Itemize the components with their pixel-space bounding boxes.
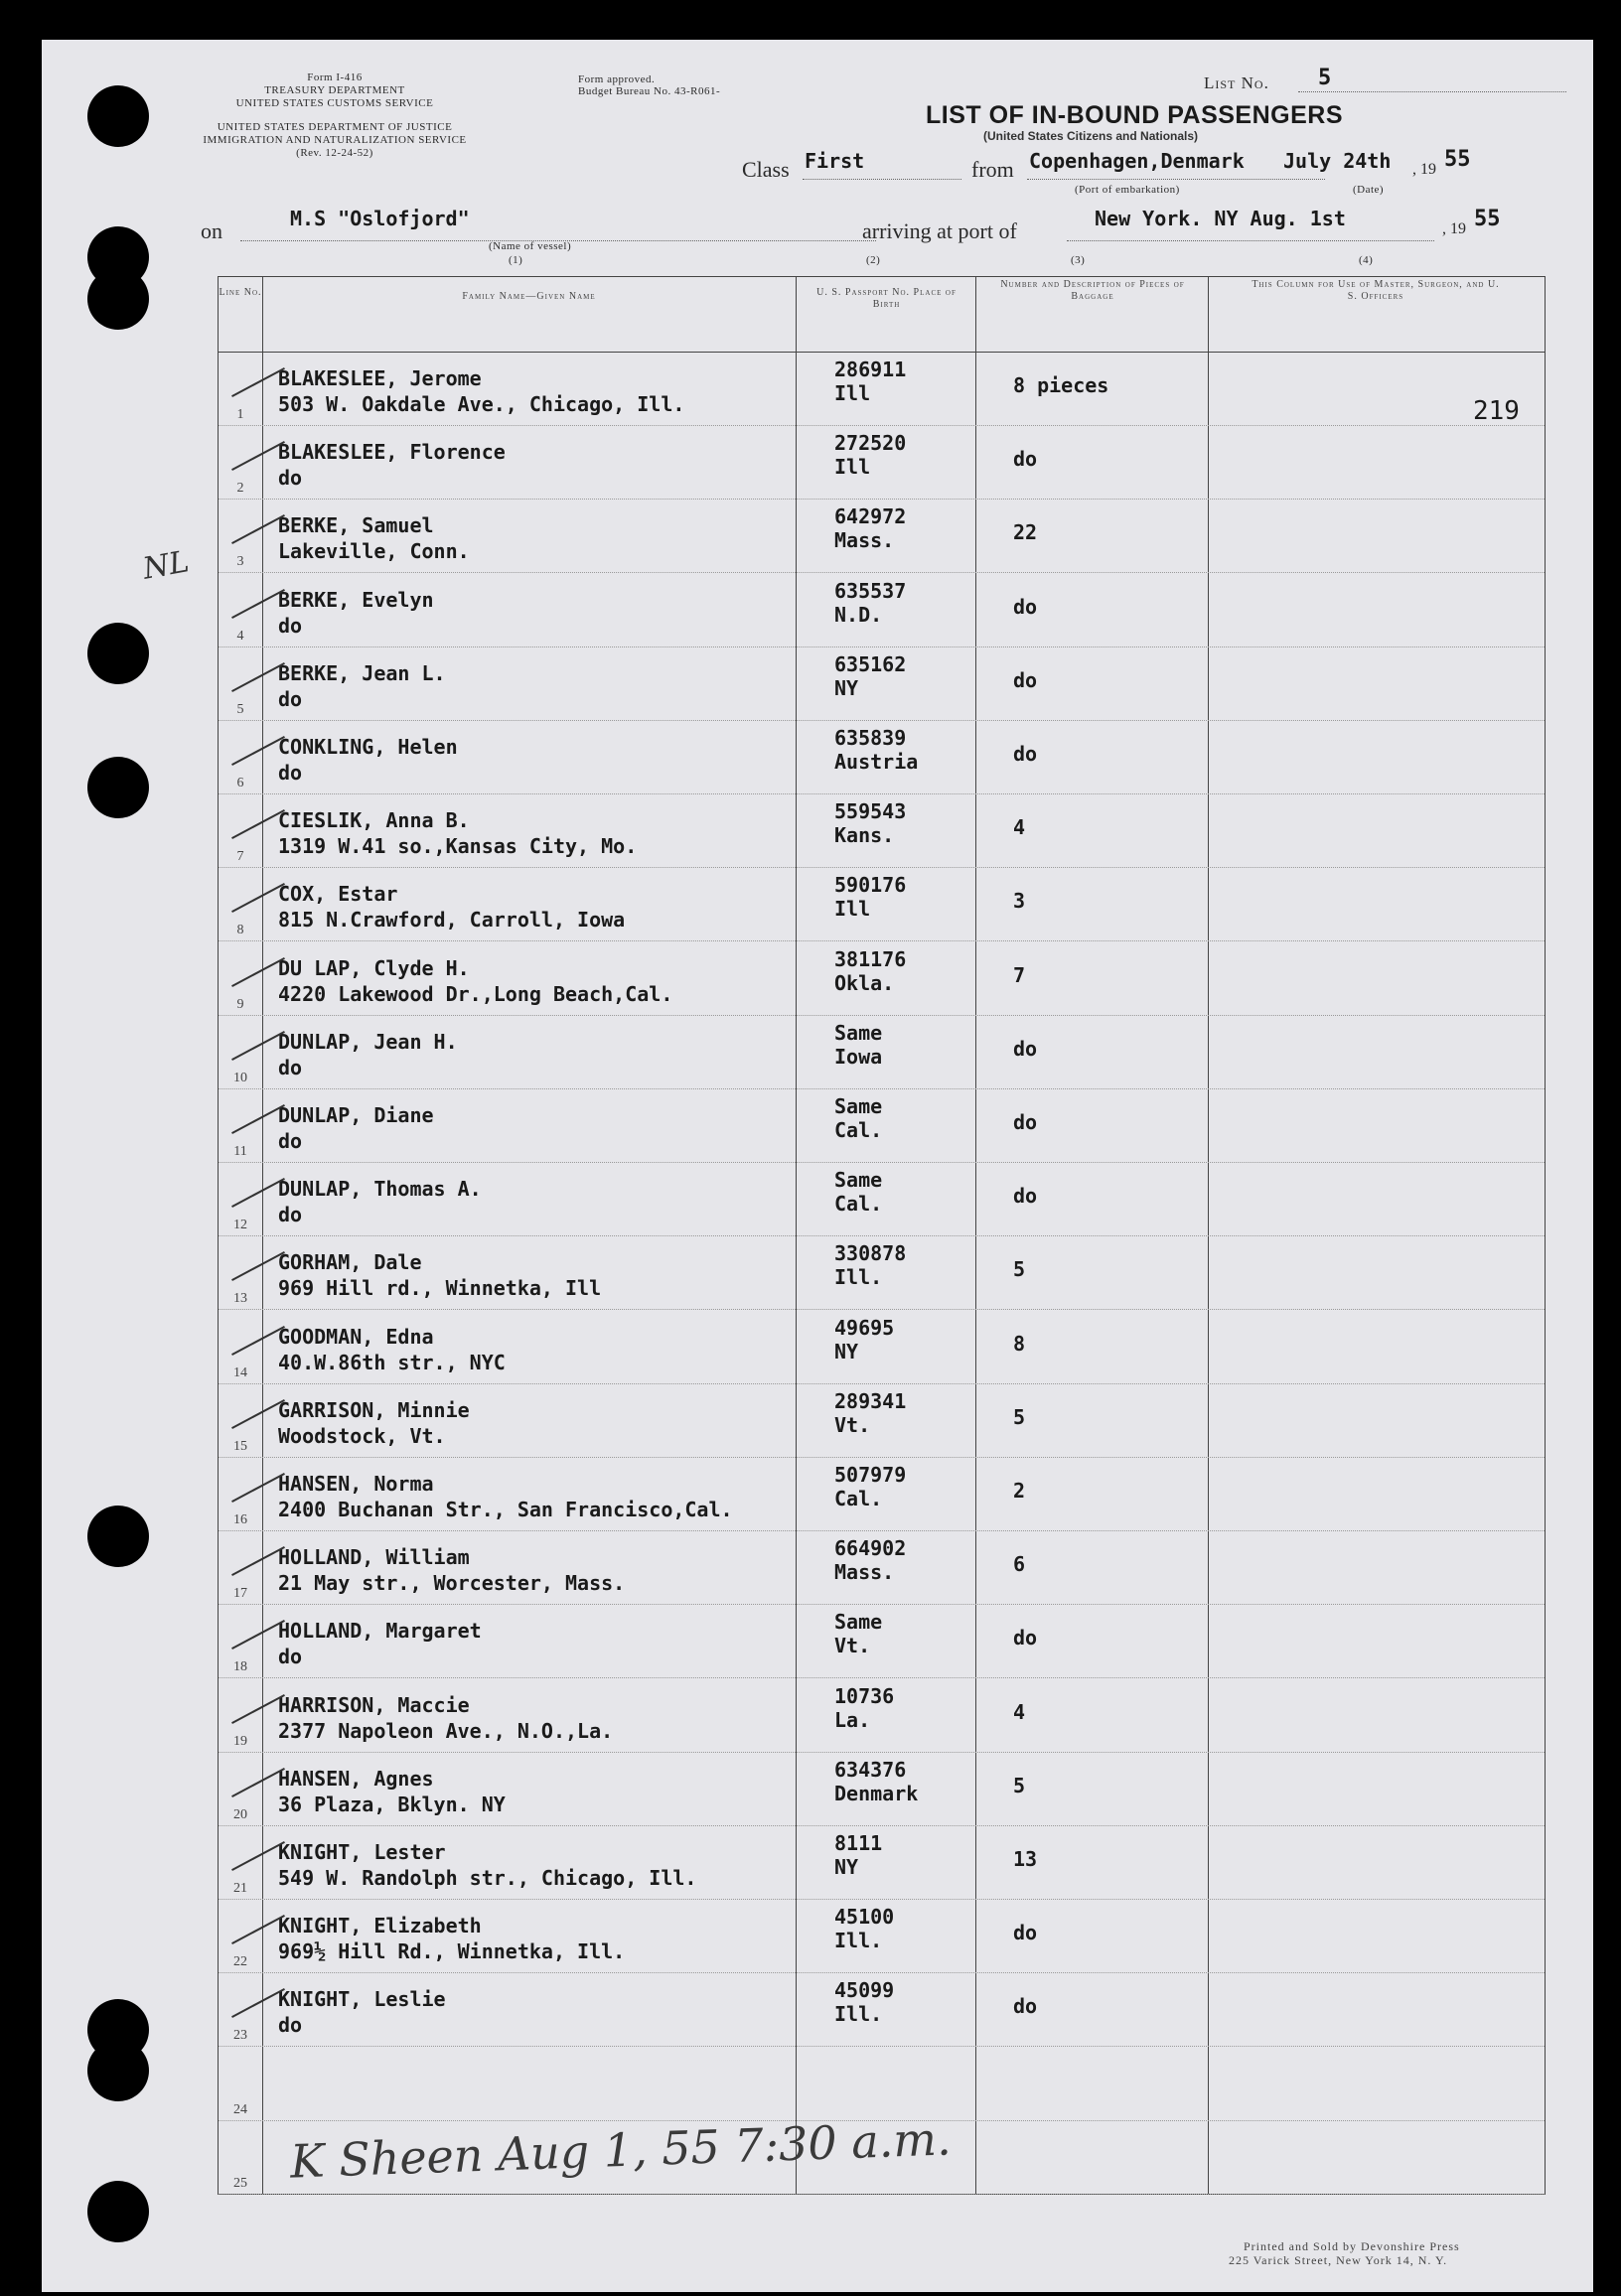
checkmark bbox=[231, 1399, 285, 1429]
table-row bbox=[219, 1530, 1545, 1605]
place-of-birth: Ill bbox=[834, 455, 871, 480]
baggage-count: do bbox=[1013, 1921, 1038, 1945]
passport-number: 49695 bbox=[834, 1315, 895, 1340]
table-row bbox=[219, 1972, 1545, 2047]
checkmark bbox=[231, 1620, 285, 1650]
passenger-cell bbox=[278, 1913, 625, 1964]
binder-hole bbox=[87, 1506, 149, 1567]
binder-hole bbox=[87, 2181, 149, 2242]
passenger-address: 549 W. Randolph str., Chicago, Ill. bbox=[278, 1866, 697, 1890]
passport-cell bbox=[834, 1536, 906, 1584]
passenger-name: COX, Estar bbox=[278, 882, 398, 907]
passport-number: 634376 bbox=[834, 1757, 907, 1782]
passenger-address: Woodstock, Vt. bbox=[278, 1423, 446, 1448]
passenger-cell bbox=[278, 1397, 470, 1449]
baggage-count: 4 bbox=[1013, 1699, 1026, 1724]
table-row bbox=[219, 793, 1545, 868]
passenger-cell bbox=[278, 587, 434, 639]
place-of-birth: Iowa bbox=[834, 1044, 883, 1069]
header-passport: U. S. Passport No. Place of Birth bbox=[816, 287, 957, 310]
binder-hole bbox=[87, 2040, 149, 2101]
checkmark bbox=[231, 1473, 285, 1503]
class-value: First bbox=[805, 149, 865, 173]
table-header bbox=[219, 277, 1545, 353]
checkmark bbox=[231, 1768, 285, 1797]
passenger-cell bbox=[278, 439, 506, 491]
header-baggage: Number and Description of Pieces of Baggage bbox=[1000, 279, 1185, 302]
passport-cell bbox=[834, 947, 906, 995]
ins-service: IMMIGRATION AND NATURALIZATION SERVICE bbox=[203, 134, 467, 146]
passenger-address: 2377 Napoleon Ave., N.O.,La. bbox=[278, 1718, 614, 1743]
year-1: 55 bbox=[1444, 147, 1471, 172]
passenger-address: do bbox=[278, 613, 303, 638]
place-of-birth: Okla. bbox=[834, 970, 895, 995]
baggage-count: 5 bbox=[1013, 1773, 1026, 1797]
passenger-name: HOLLAND, William bbox=[278, 1545, 470, 1570]
baggage-count: 2 bbox=[1013, 1479, 1026, 1503]
table-row bbox=[219, 1310, 1545, 1384]
passport-number: 635839 bbox=[834, 726, 907, 750]
table-row bbox=[219, 1235, 1545, 1310]
document-page bbox=[42, 40, 1593, 2292]
passenger-name: BERKE, Samuel bbox=[278, 513, 434, 538]
passport-number: 289341 bbox=[834, 1388, 907, 1413]
baggage-count: do bbox=[1013, 1994, 1038, 2019]
passenger-cell bbox=[278, 512, 470, 564]
baggage-count: 8 bbox=[1013, 1331, 1026, 1356]
col-1-caption: (1) bbox=[509, 254, 523, 266]
passport-cell bbox=[834, 873, 906, 921]
table-row bbox=[219, 720, 1545, 794]
passenger-name: DU LAP, Clyde H. bbox=[278, 955, 470, 980]
passport-number: 664902 bbox=[834, 1536, 907, 1561]
table-row bbox=[219, 1162, 1545, 1236]
col-2-caption: (2) bbox=[866, 254, 881, 266]
port-of-embarkation: Copenhagen,Denmark bbox=[1029, 149, 1245, 173]
passenger-address: 2400 Buchanan Str., San Francisco,Cal. bbox=[278, 1498, 733, 1521]
passenger-cell bbox=[278, 881, 625, 933]
passenger-cell bbox=[278, 1249, 601, 1301]
baggage-count: 22 bbox=[1013, 520, 1038, 545]
binder-hole bbox=[87, 623, 149, 684]
from-label: from bbox=[971, 157, 1014, 182]
passport-number: 559543 bbox=[834, 799, 907, 824]
passenger-address: do bbox=[278, 1645, 303, 1669]
place-of-birth: N.D. bbox=[834, 602, 883, 627]
line-number: 9 bbox=[236, 996, 244, 1012]
col-4-caption: (4) bbox=[1359, 254, 1374, 266]
passport-cell bbox=[834, 1610, 882, 1657]
binder-hole bbox=[87, 85, 149, 147]
revision: (Rev. 12-24-52) bbox=[296, 147, 373, 159]
binder-hole bbox=[87, 757, 149, 818]
checkmark bbox=[231, 809, 285, 839]
passport-cell bbox=[834, 1978, 894, 2026]
passport-cell bbox=[834, 1905, 894, 1952]
on-label: on bbox=[201, 218, 222, 243]
passport-number: 642972 bbox=[834, 504, 907, 529]
table-row bbox=[219, 1383, 1545, 1458]
line-number: 11 bbox=[233, 1144, 247, 1159]
checkmark bbox=[231, 1915, 285, 1944]
passport-number: 635162 bbox=[834, 651, 907, 676]
place-of-birth: NY bbox=[834, 1855, 859, 1879]
passenger-name: BLAKESLEE, Florence bbox=[278, 440, 506, 465]
line-number: 2 bbox=[236, 481, 244, 497]
passenger-address: Lakeville, Conn. bbox=[278, 539, 470, 564]
table-row bbox=[219, 1899, 1545, 1973]
passport-number: 330878 bbox=[834, 1241, 907, 1266]
passenger-address: do bbox=[278, 1055, 303, 1079]
place-of-birth: Mass. bbox=[834, 1560, 895, 1585]
passport-cell bbox=[834, 726, 918, 774]
passenger-name: GORHAM, Dale bbox=[278, 1250, 422, 1275]
header-line-no: Line No. bbox=[219, 287, 262, 298]
baggage-count: 4 bbox=[1013, 815, 1026, 840]
passport-number: Same bbox=[834, 1094, 883, 1118]
passenger-cell bbox=[278, 1544, 625, 1596]
binder-hole bbox=[87, 268, 149, 330]
passenger-address: do bbox=[278, 2013, 303, 2038]
date-caption: (Date) bbox=[1353, 184, 1385, 196]
passenger-name: CIESLIK, Anna B. bbox=[278, 808, 470, 833]
line-number: 18 bbox=[233, 1659, 247, 1675]
place-of-birth: Vt. bbox=[834, 1634, 871, 1658]
passenger-address: do bbox=[278, 466, 303, 491]
place-of-birth: Mass. bbox=[834, 528, 895, 553]
passenger-cell bbox=[278, 1471, 733, 1522]
line-number: 3 bbox=[236, 554, 244, 570]
table-row bbox=[219, 1678, 1545, 1753]
baggage-count: do bbox=[1013, 594, 1038, 619]
passenger-address: 1319 W.41 so.,Kansas City, Mo. bbox=[278, 834, 638, 859]
class-label: Class bbox=[742, 157, 790, 182]
arriving-label: arriving at port of bbox=[862, 218, 1017, 243]
passport-number: 635537 bbox=[834, 578, 907, 603]
passport-cell bbox=[834, 1241, 906, 1289]
passport-cell bbox=[834, 1684, 894, 1732]
passenger-cell bbox=[278, 1029, 458, 1080]
passenger-address: do bbox=[278, 686, 303, 711]
passenger-cell bbox=[278, 660, 446, 712]
baggage-count: do bbox=[1013, 1110, 1038, 1134]
line-number: 17 bbox=[233, 1586, 247, 1602]
year-prefix-1: , 19 bbox=[1412, 161, 1436, 178]
passenger-name: KNIGHT, Elizabeth bbox=[278, 1914, 482, 1938]
passenger-address: 36 Plaza, Bklyn. NY bbox=[278, 1792, 506, 1816]
passport-cell bbox=[834, 1094, 882, 1142]
line-number: 16 bbox=[233, 1512, 247, 1527]
table-row bbox=[219, 1457, 1545, 1531]
line-number: 15 bbox=[233, 1438, 247, 1454]
baggage-count: do bbox=[1013, 1184, 1038, 1209]
place-of-birth: NY bbox=[834, 1339, 859, 1363]
place-of-birth: Cal. bbox=[834, 1118, 883, 1142]
inspector-signature: K Sheen Aug 1, 55 7:30 a.m. bbox=[289, 2111, 953, 2189]
baggage-count: do bbox=[1013, 447, 1038, 472]
list-no-line bbox=[1298, 91, 1566, 92]
table-row bbox=[219, 941, 1545, 1016]
baggage-count: 6 bbox=[1013, 1552, 1026, 1577]
passenger-name: BERKE, Evelyn bbox=[278, 587, 434, 612]
passenger-cell bbox=[278, 734, 458, 786]
line-number: 13 bbox=[233, 1291, 247, 1307]
passenger-cell bbox=[278, 1766, 506, 1817]
checkmark bbox=[231, 883, 285, 913]
passport-cell bbox=[834, 1389, 906, 1437]
checkmark bbox=[231, 736, 285, 766]
port-embark-caption: (Port of embarkation) bbox=[1075, 184, 1180, 196]
place-of-birth: NY bbox=[834, 675, 859, 700]
line-number: 22 bbox=[233, 1954, 247, 1970]
passport-cell bbox=[834, 799, 906, 847]
baggage-count: 13 bbox=[1013, 1847, 1038, 1871]
passport-cell bbox=[834, 1831, 882, 1879]
passenger-address: 815 N.Crawford, Carroll, Iowa bbox=[278, 908, 626, 933]
page-stamp: 219 bbox=[1473, 396, 1520, 426]
passenger-name: DUNLAP, Diane bbox=[278, 1103, 434, 1127]
passport-number: Same bbox=[834, 1168, 883, 1193]
checkmark bbox=[231, 1841, 285, 1871]
table-row bbox=[219, 425, 1545, 500]
place-of-birth: Ill. bbox=[834, 2002, 883, 2027]
checkmark bbox=[231, 957, 285, 987]
line-number: 12 bbox=[233, 1218, 247, 1233]
passport-number: 590176 bbox=[834, 873, 907, 898]
passenger-cell bbox=[278, 1618, 482, 1669]
form-title: LIST OF IN-BOUND PASSENGERS bbox=[926, 101, 1344, 129]
passenger-address: do bbox=[278, 761, 303, 785]
treasury-dept: TREASURY DEPARTMENT bbox=[264, 84, 405, 96]
arrival-line bbox=[1067, 240, 1434, 241]
place-of-birth: Denmark bbox=[834, 1781, 919, 1805]
passenger-name: DUNLAP, Thomas A. bbox=[278, 1177, 482, 1202]
header-officers: This Column for Use of Master, Surgeon, and U. S. Officers bbox=[1252, 279, 1500, 302]
passport-cell bbox=[834, 1463, 906, 1510]
table-row bbox=[219, 867, 1545, 941]
place-of-birth: La. bbox=[834, 1707, 871, 1732]
line-number: 14 bbox=[233, 1364, 247, 1380]
place-of-birth: Ill. bbox=[834, 1929, 883, 1953]
place-of-birth: Kans. bbox=[834, 823, 895, 848]
passenger-cell bbox=[278, 1176, 482, 1227]
passenger-name: GARRISON, Minnie bbox=[278, 1397, 470, 1422]
passenger-address: 969½ Hill Rd., Winnetka, Ill. bbox=[278, 1939, 626, 1964]
passenger-cell bbox=[278, 1839, 696, 1891]
line-number: 24 bbox=[233, 2101, 247, 2117]
passenger-cell bbox=[278, 1102, 434, 1154]
passport-number: 286911 bbox=[834, 358, 907, 381]
line-number: 25 bbox=[233, 2175, 247, 2191]
table-row bbox=[219, 573, 1545, 647]
year-prefix-2: , 19 bbox=[1442, 220, 1466, 237]
passenger-cell bbox=[278, 955, 672, 1007]
passport-cell bbox=[834, 1758, 918, 1805]
customs-service: UNITED STATES CUSTOMS SERVICE bbox=[235, 97, 434, 109]
line-number: 10 bbox=[233, 1070, 247, 1085]
port-line bbox=[1027, 179, 1325, 180]
baggage-count: do bbox=[1013, 1036, 1038, 1061]
checkmark bbox=[231, 1104, 285, 1134]
checkmark bbox=[231, 441, 285, 471]
baggage-count: do bbox=[1013, 667, 1038, 692]
class-line bbox=[803, 179, 961, 180]
line-number: 5 bbox=[236, 701, 244, 717]
checkmark bbox=[231, 1031, 285, 1061]
passenger-cell bbox=[278, 1324, 506, 1375]
place-of-birth: Cal. bbox=[834, 1192, 883, 1217]
checkmark bbox=[231, 367, 285, 397]
printer-line-2: 225 Varick Street, New York 14, N. Y. bbox=[1229, 2253, 1448, 2267]
baggage-count: 8 pieces bbox=[1013, 373, 1109, 397]
baggage-count: 7 bbox=[1013, 962, 1026, 987]
passenger-cell bbox=[278, 807, 637, 859]
passenger-cell bbox=[278, 1692, 613, 1744]
margin-note: NL bbox=[140, 544, 192, 587]
table-row bbox=[219, 646, 1545, 721]
table-row bbox=[219, 2047, 1545, 2121]
baggage-count: 5 bbox=[1013, 1257, 1026, 1282]
passenger-name: BLAKESLEE, Jerome bbox=[278, 366, 482, 390]
baggage-count: 5 bbox=[1013, 1404, 1026, 1429]
budget-bureau: Budget Bureau No. 43-R061- bbox=[578, 85, 721, 97]
table-row bbox=[219, 1088, 1545, 1163]
baggage-count: do bbox=[1013, 742, 1038, 766]
passport-cell bbox=[834, 1021, 882, 1069]
checkmark bbox=[231, 1251, 285, 1281]
passenger-address: 503 W. Oakdale Ave., Chicago, Ill. bbox=[278, 392, 685, 416]
passenger-name: DUNLAP, Jean H. bbox=[278, 1029, 458, 1054]
table-row bbox=[219, 499, 1545, 573]
printer-line-1: Printed and Sold by Devonshire Press bbox=[1244, 2239, 1460, 2253]
place-of-birth: Ill bbox=[834, 897, 871, 922]
line-number: 23 bbox=[233, 2028, 247, 2044]
passenger-name: HANSEN, Norma bbox=[278, 1472, 434, 1496]
table-row bbox=[219, 1752, 1545, 1826]
passenger-address: do bbox=[278, 1203, 303, 1227]
passport-number: 272520 bbox=[834, 431, 907, 456]
passport-cell bbox=[834, 504, 906, 552]
passport-number: 10736 bbox=[834, 1683, 895, 1708]
year-2: 55 bbox=[1474, 207, 1501, 231]
passenger-name: CONKLING, Helen bbox=[278, 735, 458, 759]
form-number: Form I-416 bbox=[307, 72, 363, 83]
passenger-cell bbox=[278, 365, 684, 417]
passenger-name: HOLLAND, Margaret bbox=[278, 1619, 482, 1644]
form-subtitle: (United States Citizens and Nationals) bbox=[983, 129, 1199, 143]
passenger-address: 969 Hill rd., Winnetka, Ill bbox=[278, 1276, 602, 1301]
header-name: Family Name—Given Name bbox=[462, 291, 596, 302]
passenger-address: 40.W.86th str., NYC bbox=[278, 1350, 506, 1374]
place-of-birth: Austria bbox=[834, 750, 919, 774]
passport-cell bbox=[834, 579, 906, 627]
passenger-name: BERKE, Jean L. bbox=[278, 660, 446, 685]
line-number: 8 bbox=[236, 923, 244, 938]
passenger-table bbox=[218, 276, 1546, 2195]
line-number: 6 bbox=[236, 776, 244, 790]
table-row bbox=[219, 352, 1545, 426]
place-of-birth: Ill bbox=[834, 381, 871, 405]
embarkation-date: July 24th bbox=[1283, 149, 1392, 173]
checkmark bbox=[231, 1988, 285, 2018]
place-of-birth: Vt. bbox=[834, 1412, 871, 1437]
passport-number: 8111 bbox=[834, 1831, 883, 1855]
justice-dept: UNITED STATES DEPARTMENT OF JUSTICE bbox=[217, 121, 453, 133]
passenger-name: KNIGHT, Lester bbox=[278, 1840, 446, 1864]
passport-number: 507979 bbox=[834, 1463, 907, 1487]
passport-cell bbox=[834, 1168, 882, 1216]
checkmark bbox=[231, 1546, 285, 1576]
passenger-name: HARRISON, Maccie bbox=[278, 1692, 470, 1717]
passport-cell bbox=[834, 1316, 894, 1363]
line-number: 20 bbox=[233, 1806, 247, 1822]
passport-number: 45100 bbox=[834, 1905, 895, 1930]
passport-number: 45099 bbox=[834, 1978, 895, 2003]
passport-number: Same bbox=[834, 1020, 883, 1045]
passenger-address: do bbox=[278, 1129, 303, 1153]
place-of-birth: Cal. bbox=[834, 1487, 883, 1510]
line-number: 1 bbox=[236, 407, 244, 422]
passenger-cell bbox=[278, 1986, 446, 2038]
table-row bbox=[219, 1604, 1545, 1678]
passport-number: Same bbox=[834, 1610, 883, 1635]
list-no-label: List No. bbox=[1204, 73, 1269, 92]
checkmark bbox=[231, 1326, 285, 1356]
line-number: 19 bbox=[233, 1733, 247, 1749]
passenger-address: 4220 Lakewood Dr.,Long Beach,Cal. bbox=[278, 981, 673, 1006]
passenger-name: GOODMAN, Edna bbox=[278, 1324, 434, 1349]
line-number: 21 bbox=[233, 1881, 247, 1896]
table-row bbox=[219, 1825, 1545, 1900]
checkmark bbox=[231, 1694, 285, 1724]
passenger-name: KNIGHT, Leslie bbox=[278, 1987, 446, 2012]
baggage-count: 3 bbox=[1013, 889, 1026, 914]
col-3-caption: (3) bbox=[1071, 254, 1086, 266]
checkmark bbox=[231, 1178, 285, 1208]
vessel-name: M.S "Oslofjord" bbox=[290, 207, 470, 230]
vessel-caption: (Name of vessel) bbox=[489, 240, 572, 252]
line-number: 7 bbox=[236, 849, 244, 865]
checkmark bbox=[231, 662, 285, 692]
list-no-value: 5 bbox=[1318, 66, 1332, 90]
checkmark bbox=[231, 589, 285, 619]
line-number: 4 bbox=[236, 628, 244, 644]
passenger-name: HANSEN, Agnes bbox=[278, 1766, 434, 1791]
table-row bbox=[219, 1015, 1545, 1089]
form-approved: Form approved. bbox=[578, 73, 656, 85]
place-of-birth: Ill. bbox=[834, 1265, 883, 1290]
passport-cell bbox=[834, 431, 906, 479]
passport-cell bbox=[834, 358, 906, 405]
arrival-port: New York. NY Aug. 1st bbox=[1095, 207, 1346, 230]
passport-number: 381176 bbox=[834, 946, 907, 971]
passenger-address: 21 May str., Worcester, Mass. bbox=[278, 1571, 626, 1596]
passport-cell bbox=[834, 652, 906, 700]
checkmark bbox=[231, 514, 285, 544]
baggage-count: do bbox=[1013, 1626, 1038, 1650]
